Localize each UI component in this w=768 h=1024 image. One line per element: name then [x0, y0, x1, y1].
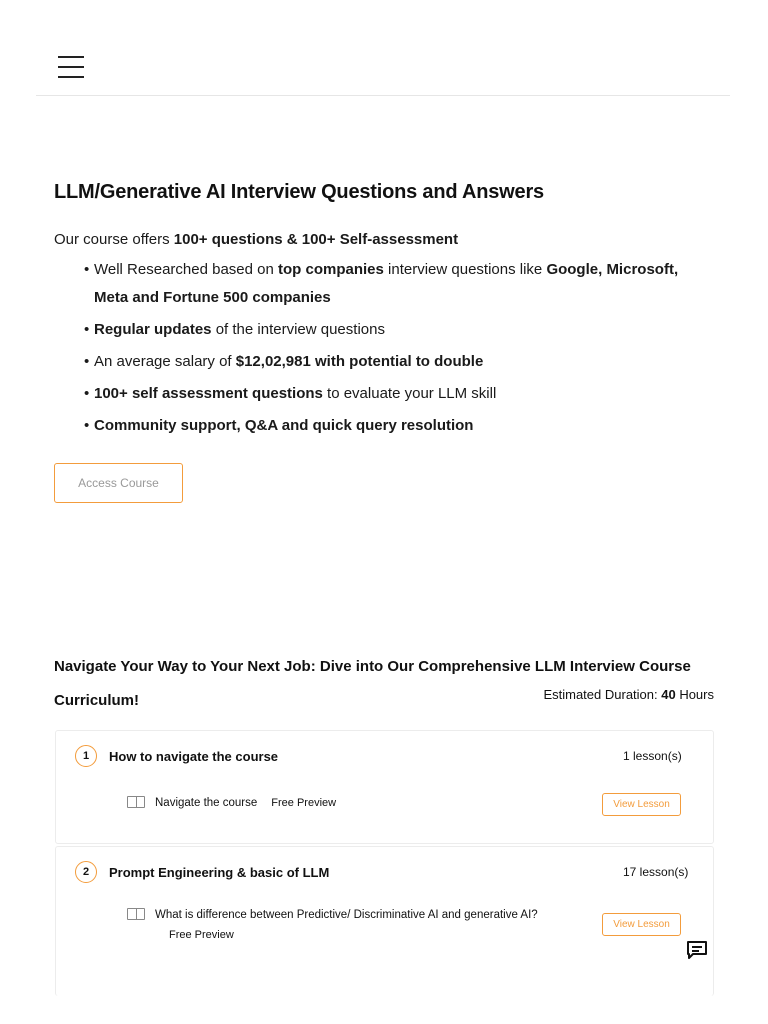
free-preview-badge[interactable]: Free Preview [271, 797, 337, 809]
module-header[interactable] [75, 745, 713, 767]
curriculum-module[interactable] [55, 846, 714, 996]
page-title: LLM/Generative AI Interview Questions and Answers [54, 181, 544, 203]
lesson-row [127, 905, 681, 945]
view-lesson-button[interactable]: View Lesson [602, 913, 681, 936]
top-navbar [36, 0, 730, 96]
module-number-badge: 1 [75, 745, 97, 767]
free-preview-badge[interactable]: Free Preview [169, 929, 234, 941]
lesson-count: 1 lesson(s) [623, 749, 682, 763]
feature-item: • Regular updates of the interview questions [84, 316, 714, 344]
module-title: Prompt Engineering & basic of LLM [109, 864, 330, 880]
view-lesson-button[interactable]: View Lesson [602, 793, 681, 816]
book-icon [127, 796, 145, 808]
module-number-badge: 2 [75, 861, 97, 883]
feature-item: • An average salary of $12,02,981 with potential to double [84, 348, 714, 376]
lesson-title[interactable]: What is difference between Predictive/ Discriminative AI and generative AI? [155, 909, 538, 921]
course-intro [54, 230, 714, 250]
curriculum-title: Navigate Your Way to Your Next Job: Dive into Our Comprehensive LLM Interview Course Curriculum! [54, 658, 691, 709]
module-title: How to navigate the course [109, 748, 279, 764]
feature-item: • Well Researched based on top companies interview questions like Google, Microsoft, Meta and Fortune 500 companies [84, 256, 714, 312]
book-icon [127, 908, 145, 920]
feature-item: • 100+ self assessment questions to evaluate your LLM skill [84, 380, 714, 408]
feature-item: • Community support, Q&A and quick query resolution [84, 412, 714, 440]
lesson-title[interactable]: Navigate the course [155, 797, 258, 809]
lesson-row [127, 793, 681, 813]
access-course-button[interactable]: Access Course [54, 463, 183, 503]
intro-highlight: 100+ questions & 100+ Self-assessment [173, 231, 459, 248]
intro-text: Our course offers [54, 231, 174, 248]
estimated-duration: Estimated Duration: 40 Hours [543, 687, 714, 702]
feature-list [54, 256, 714, 440]
chat-bubble-icon[interactable] [686, 940, 708, 960]
lesson-count: 17 lesson(s) [623, 865, 689, 879]
curriculum-module[interactable] [55, 730, 714, 844]
course-hero [54, 178, 714, 444]
hamburger-menu-icon[interactable] [58, 56, 84, 78]
module-header[interactable] [75, 861, 713, 883]
